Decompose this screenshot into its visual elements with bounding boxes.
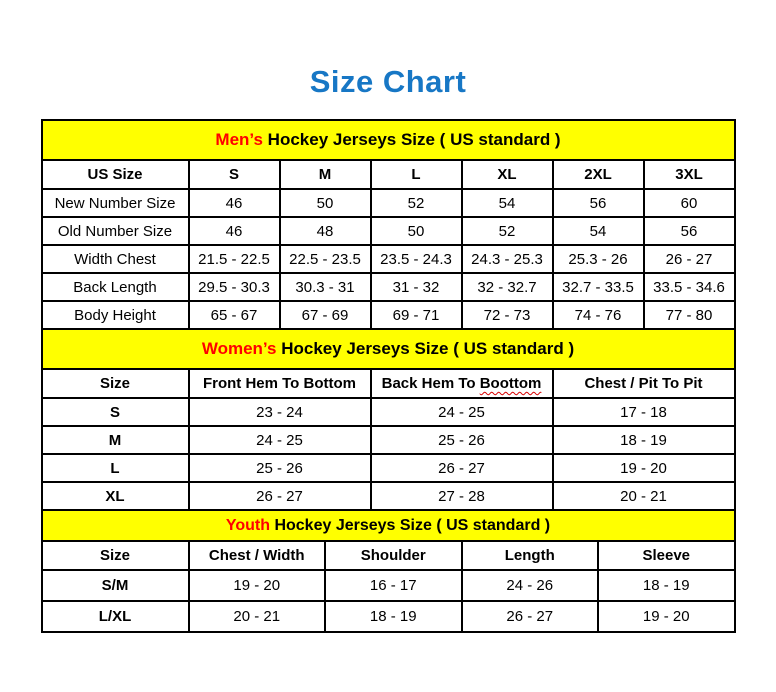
womens-header-row <box>42 369 735 398</box>
value-cell: 20 - 21 <box>189 601 326 632</box>
value-cell: 30.3 - 31 <box>280 273 371 301</box>
table-row <box>42 454 735 482</box>
size-chart <box>0 119 776 633</box>
mens-section-header <box>42 120 735 160</box>
table-row <box>42 245 735 273</box>
value-cell: 22.5 - 23.5 <box>280 245 371 273</box>
table-row <box>42 189 735 217</box>
value-cell: 17 - 18 <box>553 398 735 426</box>
column-header: Size <box>42 369 189 398</box>
value-cell: 25 - 26 <box>371 426 553 454</box>
value-cell: 29.5 - 30.3 <box>189 273 280 301</box>
column-header: US Size <box>42 160 189 189</box>
value-cell: 24 - 25 <box>371 398 553 426</box>
value-cell: 27 - 28 <box>371 482 553 510</box>
column-header: XL <box>462 160 553 189</box>
column-header: Sleeve <box>598 541 735 570</box>
value-cell: 32 - 32.7 <box>462 273 553 301</box>
value-cell: 54 <box>553 217 644 245</box>
value-cell: 46 <box>189 217 280 245</box>
youth-size-table <box>41 509 736 633</box>
value-cell: 16 - 17 <box>325 570 462 601</box>
row-label: New Number Size <box>42 189 189 217</box>
column-header: M <box>280 160 371 189</box>
value-cell: 50 <box>371 217 462 245</box>
column-header: S <box>189 160 280 189</box>
row-label: Body Height <box>42 301 189 329</box>
row-label: Width Chest <box>42 245 189 273</box>
table-row <box>42 398 735 426</box>
column-header: 3XL <box>644 160 735 189</box>
row-label: S <box>42 398 189 426</box>
page-title: Size Chart <box>309 64 467 99</box>
column-header: Chest / Pit To Pit <box>553 369 735 398</box>
value-cell: 46 <box>189 189 280 217</box>
value-cell: 19 - 20 <box>553 454 735 482</box>
value-cell: 56 <box>553 189 644 217</box>
value-cell: 23.5 - 24.3 <box>371 245 462 273</box>
table-row <box>42 482 735 510</box>
value-cell: 52 <box>371 189 462 217</box>
misspelled-word: Boottom <box>479 375 542 392</box>
value-cell: 24 - 25 <box>189 426 371 454</box>
mens-title-rest: Hockey Jerseys Size ( US standard ) <box>262 130 561 149</box>
row-label: Back Length <box>42 273 189 301</box>
column-header: Front Hem To Bottom <box>189 369 371 398</box>
value-cell: 19 - 20 <box>598 601 735 632</box>
value-cell: 74 - 76 <box>553 301 644 329</box>
column-header-text: Back Hem To <box>381 375 480 392</box>
table-row <box>42 426 735 454</box>
value-cell: 24 - 26 <box>462 570 599 601</box>
value-cell: 19 - 20 <box>189 570 326 601</box>
row-label: L <box>42 454 189 482</box>
value-cell: 65 - 67 <box>189 301 280 329</box>
youth-header-row <box>42 541 735 570</box>
youth-section-header <box>42 510 735 541</box>
value-cell: 26 - 27 <box>371 454 553 482</box>
value-cell: 72 - 73 <box>462 301 553 329</box>
row-label: L/XL <box>42 601 189 632</box>
value-cell: 77 - 80 <box>644 301 735 329</box>
value-cell: 69 - 71 <box>371 301 462 329</box>
column-header: Length <box>462 541 599 570</box>
youth-section-title <box>42 510 735 541</box>
value-cell: 31 - 32 <box>371 273 462 301</box>
womens-size-table <box>41 328 736 511</box>
mens-header-row <box>42 160 735 189</box>
value-cell: 52 <box>462 217 553 245</box>
column-header: 2XL <box>553 160 644 189</box>
value-cell: 48 <box>280 217 371 245</box>
value-cell: 32.7 - 33.5 <box>553 273 644 301</box>
value-cell: 50 <box>280 189 371 217</box>
mens-section-title <box>42 120 735 160</box>
womens-label: Women’s <box>201 339 277 358</box>
value-cell: 26 - 27 <box>462 601 599 632</box>
value-cell: 67 - 69 <box>280 301 371 329</box>
row-label: S/M <box>42 570 189 601</box>
column-header: Size <box>42 541 189 570</box>
youth-title-rest: Hockey Jerseys Size ( US standard ) <box>270 516 551 534</box>
womens-title-rest: Hockey Jerseys Size ( US standard ) <box>276 339 575 358</box>
value-cell: 18 - 19 <box>598 570 735 601</box>
value-cell: 18 - 19 <box>553 426 735 454</box>
mens-label: Men’s <box>215 130 263 149</box>
value-cell: 56 <box>644 217 735 245</box>
table-row <box>42 570 735 601</box>
value-cell: 33.5 - 34.6 <box>644 273 735 301</box>
table-row <box>42 273 735 301</box>
womens-section-title <box>42 329 735 369</box>
youth-label: Youth <box>225 516 270 534</box>
row-label: Old Number Size <box>42 217 189 245</box>
value-cell: 25 - 26 <box>189 454 371 482</box>
column-header: L <box>371 160 462 189</box>
table-row <box>42 217 735 245</box>
value-cell: 18 - 19 <box>325 601 462 632</box>
value-cell: 21.5 - 22.5 <box>189 245 280 273</box>
value-cell: 26 - 27 <box>189 482 371 510</box>
womens-section-header <box>42 329 735 369</box>
value-cell: 54 <box>462 189 553 217</box>
table-row <box>42 601 735 632</box>
value-cell: 24.3 - 25.3 <box>462 245 553 273</box>
value-cell: 60 <box>644 189 735 217</box>
column-header: Shoulder <box>325 541 462 570</box>
row-label: XL <box>42 482 189 510</box>
value-cell: 25.3 - 26 <box>553 245 644 273</box>
row-label: M <box>42 426 189 454</box>
value-cell: 20 - 21 <box>553 482 735 510</box>
table-row <box>42 301 735 329</box>
column-header: Chest / Width <box>189 541 326 570</box>
column-header <box>371 369 553 398</box>
value-cell: 23 - 24 <box>189 398 371 426</box>
mens-size-table <box>41 119 736 330</box>
value-cell: 26 - 27 <box>644 245 735 273</box>
